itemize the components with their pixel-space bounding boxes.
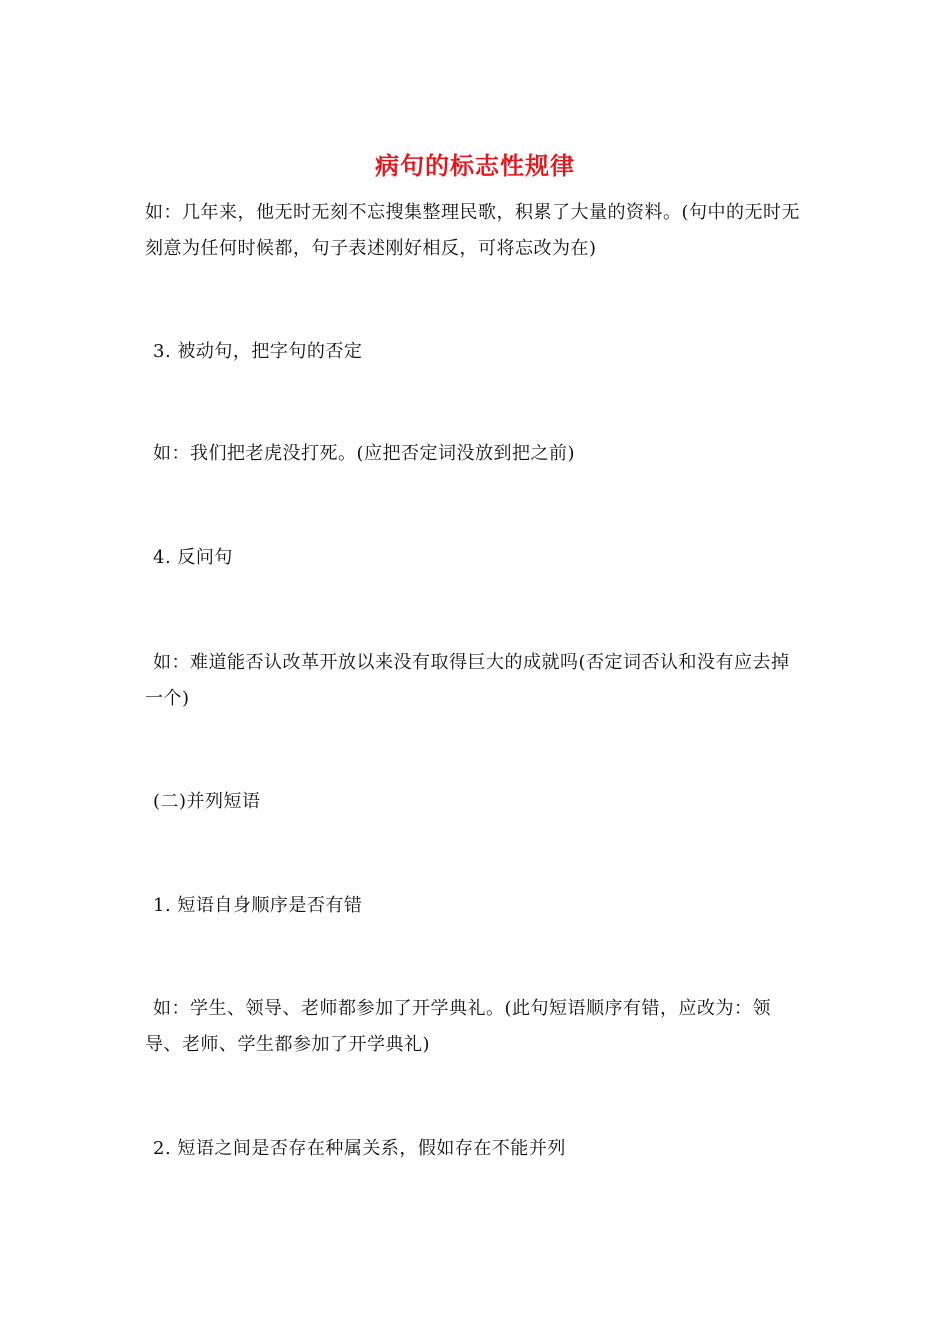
paragraph-example-3: 如：难道能否认改革开放以来没有取得巨大的成就吗(否定词否认和没有应去掉一个)	[145, 652, 790, 709]
heading-genus-species: 2. 短语之间是否存在种属关系，假如存在不能并列	[153, 1138, 566, 1159]
paragraph-example-1: 如：几年来，他无时无刻不忘搜集整理民歌，积累了大量的资料。(句中的无时无刻意为任何时候都，句子表述刚好相反，可将忘改为在)	[145, 202, 801, 259]
paragraph-example-4: 如：学生、领导、老师都参加了开学典礼。(此句短语顺序有错，应改为：领导、老师、学生都参加了开学典礼)	[145, 998, 772, 1055]
heading-rhetorical-question: 4. 反问句	[153, 547, 233, 568]
heading-passive-sentence: 3. 被动句，把字句的否定	[153, 341, 363, 362]
document-title: 病句的标志性规律	[375, 151, 575, 180]
paragraph-example-2: 如：我们把老虎没打死。(应把否定词没放到把之前)	[153, 443, 576, 464]
heading-phrase-order: 1. 短语自身顺序是否有错	[153, 895, 363, 916]
heading-parallel-phrases: (二)并列短语	[153, 791, 261, 812]
